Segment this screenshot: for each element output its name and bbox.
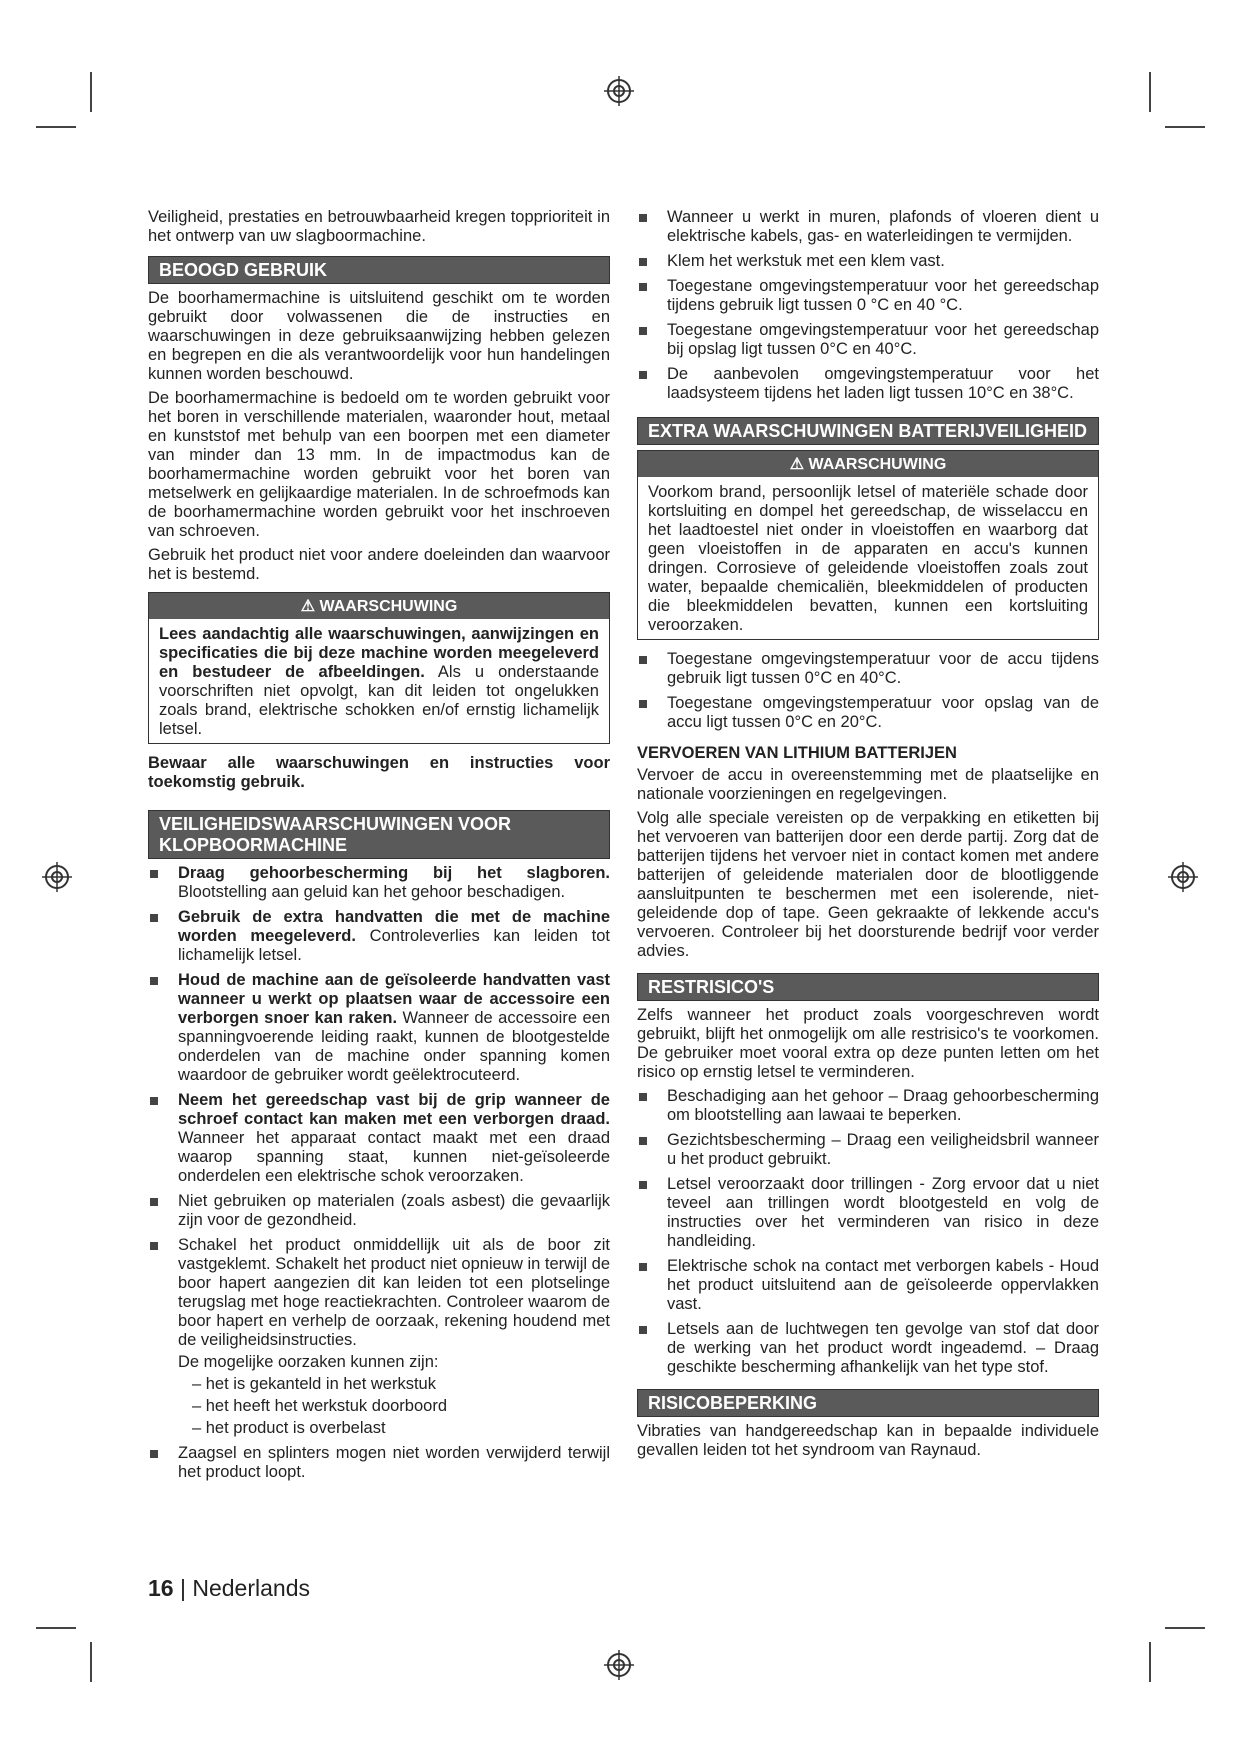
crop-mark [90,1642,92,1682]
list-item: Zaagsel en splinters mogen niet worden verwijderd terwijl het product loopt. [148,1444,610,1482]
cause-item: – het is gekanteld in het werkstuk [192,1375,436,1393]
section-heading-safety: VEILIGHEIDSWAARSCHUWINGEN VOOR KLOPBOORMACHINE [148,810,610,859]
crop-mark [1165,126,1205,128]
list-item: Letsels aan de luchtwegen ten gevolge van stof dat door de werking van het product wordt ingeademd. – Draag geschikte bescherming afhankelijk van het type stof. [637,1320,1099,1377]
limitation-paragraph: Vibraties van handgereedschap kan in bepaalde individuele gevallen leiden tot het syndroom van Raynaud. [637,1422,1099,1459]
risks-list [637,1087,1099,1377]
list-item: Niet gebruiken op materialen (zoals asbest) die gevaarlijk zijn voor de gezondheid. [148,1192,610,1230]
registration-mark-icon [604,1650,634,1680]
intro-paragraph: Veiligheid, prestaties en betrouwbaarheid kregen topprioriteit in het ontwerp van uw slagboormachine. [148,208,610,245]
crop-mark [1149,1642,1151,1682]
list-item: Houd de machine aan de geïsoleerde handvatten vast wanneer u werkt op plaatsen waar de accessoire een verborgen snoer kan raken. Wanneer de accessoire een spanningvoerende leiding raakt, kunnen de blootgestelde onderdelen van de machine onder spanning komen waardoor de gebruiker wordt geëlektrocuteerd. [148,971,610,1085]
battery-warning-text: Voorkom brand, persoonlijk letsel of materiële schade door kortsluiting en dompel het gereedschap, de wisselaccu en het laadtoestel niet onder in vloeistoffen en waarborg dat geen vloeistoffen in de apparaten en accu's kunnen dringen. Corrosieve of geleidende vloeistoffen zoals zout water, bepaalde chemicaliën, bleekmiddelen of producten die bleekmiddelen bevatten, kunnen een kortsluiting veroorzaken. [648,483,1088,634]
section-heading-limitation: RISICOBEPERKING [637,1389,1099,1417]
warning-text: Als u onderstaande voorschriften niet opvolgt, kan dit leiden tot ongelukken zoals brand, elektrische schokken en/of ernstig lichamelijk letsel. [159,663,599,738]
battery-list [637,650,1099,732]
section-heading-battery: EXTRA WAARSCHUWINGEN BATTERIJVEILIGHEID [637,417,1099,445]
top-list [637,208,1099,403]
list-item: Toegestane omgevingstemperatuur voor het gereedschap tijdens gebruik ligt tussen 0 °C en 40 °C. [637,277,1099,315]
list-item: Neem het gereedschap vast bij de grip wanneer de schroef contact kan maken met een verborgen draad. Wanneer het apparaat contact maakt met een draad waarop spanning staat, kunnen niet-geïsoleerde onderdelen een elektrische schok veroorzaken. [148,1091,610,1186]
section-heading-risks: RESTRISICO'S [637,973,1099,1001]
list-item: Wanneer u werkt in muren, plafonds of vloeren dient u elektrische kabels, gas- en waterleidingen te vermijden. [637,208,1099,246]
page-footer [148,1575,310,1602]
list-item: Schakel het product onmiddellijk uit als de boor zit vastgeklemt. Schakelt het product niet opnieuw in terwijl de boor hapert aangezien dit kan leiden tot een plotselinge terugslag met hoge reactiekrachten. Controleer waarom de boor hapert en verhelp de oorzaak, rekening houdend met de veiligheidsinstructies. De mogelijke oorzaken kunnen zijn: – het is gekanteld in het werkstuk – het heeft het werkstuk doorboord – het product is overbelast [148,1236,610,1438]
intended-use-paragraph: Gebruik het product niet voor andere doeleinden dan waarvoor het is bestemd. [148,546,610,583]
registration-mark-icon [604,76,634,106]
keep-instructions: Bewaar alle waarschuwingen en instructies voor toekomstig gebruik. [148,754,610,791]
list-item: Beschadiging aan het gehoor – Draag gehoorbescherming om blootstelling aan lawaai te beperken. [637,1087,1099,1125]
crop-mark [90,72,92,112]
list-item: De aanbevolen omgevingstemperatuur voor het laadsysteem tijdens het laden ligt tussen 10°C en 38°C. [637,365,1099,403]
battery-warning-box [637,450,1099,640]
cause-item: – het heeft het werkstuk doorboord [192,1397,447,1415]
list-item: Toegestane omgevingstemperatuur voor het gereedschap bij opslag ligt tussen 0°C en 40°C. [637,321,1099,359]
list-item: Gezichtsbescherming – Draag een veiligheidsbril wanneer u het product gebruikt. [637,1131,1099,1169]
section-heading-intended-use: BEOOGD GEBRUIK [148,256,610,284]
warning-bold-text: Lees aandachtig alle waarschuwingen, aanwijzingen en specificaties die bij deze machine worden meegeleverd en bestudeer de afbeeldingen. [159,625,599,681]
crop-mark [36,126,76,128]
warning-title: ⚠ WAARSCHUWING [149,593,609,619]
warning-triangle-icon: ⚠ [789,456,805,473]
crop-mark [1165,1627,1205,1629]
crop-mark [36,1627,76,1629]
list-item: Letsel veroorzaakt door trillingen - Zorg ervoor dat u niet teveel aan trillingen wordt blootgesteld en volg de instructies over het verminderen van risico in deze handleiding. [637,1175,1099,1251]
warning-triangle-icon: ⚠ [300,598,316,615]
risks-intro: Zelfs wanneer het product zoals voorgeschreven wordt gebruikt, blijft het onmogelijk om alle restrisico's te voorkomen. De gebruiker moet vooral extra op deze punten letten om het risico op ernstig letsel te verminderen. [637,1006,1099,1081]
cause-item: – het product is overbelast [192,1419,386,1437]
right-column [637,208,1099,1465]
warning-title: ⚠ WAARSCHUWING [638,451,1098,477]
footer-separator: | [173,1575,193,1601]
page-number: 16 [148,1575,174,1601]
footer-language: Nederlands [192,1575,310,1601]
list-item: Klem het werkstuk met een klem vast. [637,252,1099,271]
list-item: Gebruik de extra handvatten die met de machine worden meegeleverd. Controleverlies kan leiden tot lichamelijk letsel. [148,908,610,965]
crop-mark [1149,72,1151,112]
section-heading-transport: VERVOEREN VAN LITHIUM BATTERIJEN [637,744,957,762]
warning-body [149,619,609,743]
warning-box [148,592,610,744]
list-item: Elektrische schok na contact met verborgen kabels - Houd het product uitsluitend aan de geïsoleerde oppervlakken vast. [637,1257,1099,1314]
list-item: Toegestane omgevingstemperatuur voor de accu tijdens gebruik ligt tussen 0°C en 40°C. [637,650,1099,688]
registration-mark-icon [1168,862,1198,892]
left-column [148,208,610,1488]
intended-use-paragraph: De boorhamermachine is bedoeld om te worden gebruikt voor het boren in verschillende materialen, waaronder hout, metaal en kunststof met behulp van een boorpen met een diameter van minder dan 13 mm. In de impactmodus kan de boorhamermachine worden gebruikt voor het boren van metselwerk en gelijkaardige materialen. In de schroefmods kan de boorhamermachine worden gebruikt voor het inschroeven van schroeven. [148,389,610,540]
transport-paragraph: Vervoer de accu in overeenstemming met de plaatselijke en nationale voorzieningen en regelgevingen. [637,766,1099,803]
list-item: Toegestane omgevingstemperatuur voor opslag van de accu ligt tussen 0°C en 20°C. [637,694,1099,732]
causes-intro: De mogelijke oorzaken kunnen zijn: [178,1353,439,1371]
registration-mark-icon [42,862,72,892]
list-item: Draag gehoorbescherming bij het slagboren. Blootstelling aan geluid kan het gehoor beschadigen. [148,864,610,902]
transport-paragraph: Volg alle speciale vereisten op de verpakking en etiketten bij het vervoeren van batterijen door een derde partij. Zorg dat de batterijen tijdens het vervoer niet in contact komen met andere batterijen of geleidende materialen door de blootliggende aansluitpunten te beschermen met een isolerende, niet-geleidende dop of tape. Geen gekraakte of lekkende accu's vervoeren. Controleer bij het doorsturende bedrijf voor verder advies. [637,809,1099,960]
safety-list [148,864,610,1482]
intended-use-paragraph: De boorhamermachine is uitsluitend geschikt om te worden gebruikt door volwassenen die de instructies en waarschuwingen in deze gebruiksaanwijzing hebben gelezen en begrepen en die als verantwoordelijk voor hun handelingen kunnen worden beschouwd. [148,289,610,383]
